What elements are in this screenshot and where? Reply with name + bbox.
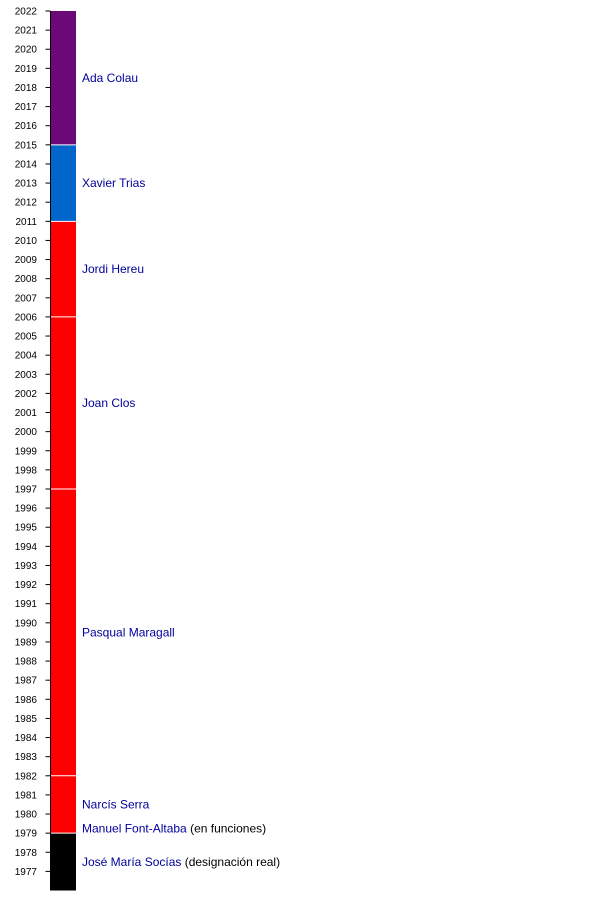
tick-label: 2002 [14, 388, 37, 400]
mayor-note: (designación real) [181, 854, 281, 869]
tick-label: 1989 [14, 637, 37, 649]
tick-label: 1990 [14, 618, 37, 630]
period-bar [51, 145, 76, 221]
tick-label: 2019 [14, 63, 37, 75]
period-bars [51, 11, 76, 891]
tick-label: 1979 [14, 828, 37, 840]
tick-label: 1982 [14, 771, 37, 783]
period-bar [51, 776, 76, 833]
tick-label: 1985 [14, 713, 37, 725]
tick-label: 1981 [14, 790, 37, 802]
tick-label: 2006 [14, 312, 37, 324]
tick-label: 1978 [14, 847, 37, 859]
tick-label: 1997 [14, 484, 37, 496]
tick-label: 2004 [14, 350, 37, 362]
tick-label: 2014 [14, 159, 37, 171]
mayor-labels [82, 71, 280, 869]
mayor-name: Narcís Serra [82, 797, 150, 812]
mayor-label [82, 821, 266, 835]
tick-label: 1980 [14, 809, 37, 821]
tick-label: 1996 [14, 503, 37, 515]
tick-label: 1986 [14, 694, 37, 706]
tick-label: 2021 [14, 25, 37, 37]
tick-label: 1984 [14, 733, 37, 745]
mayor-label [82, 855, 280, 869]
period-bar [51, 11, 76, 145]
tick-label: 1983 [14, 752, 37, 764]
tick-label: 2011 [15, 216, 37, 228]
tick-label: 2001 [14, 408, 37, 420]
tick-label: 2015 [14, 140, 37, 152]
tick-label: 1998 [14, 465, 37, 477]
tick-label: 2016 [14, 121, 37, 133]
mayor-name: Ada Colau [82, 70, 139, 85]
tick-label: 1993 [14, 560, 37, 572]
mayor-label [82, 396, 135, 410]
tick-label: 2013 [14, 178, 37, 190]
period-bar [51, 489, 76, 776]
tick-label: 2007 [14, 293, 37, 305]
tick-label: 2003 [14, 369, 37, 381]
mayor-name: Pasqual Maragall [82, 625, 175, 640]
period-bar [51, 221, 76, 317]
tick-label: 2000 [14, 427, 37, 439]
period-bar [51, 317, 76, 489]
tick-label: 2010 [14, 235, 37, 247]
tick-label: 2018 [14, 82, 37, 94]
mayor-name: Xavier Trias [82, 176, 146, 191]
tick-label: 1987 [14, 675, 37, 687]
period-bar [51, 833, 76, 890]
tick-label: 2008 [14, 274, 37, 286]
tick-label: 1991 [14, 599, 37, 611]
tick-label: 2012 [14, 197, 37, 209]
tick-label: 1992 [14, 580, 37, 592]
tick-label: 2009 [14, 255, 37, 267]
mayor-label [82, 262, 144, 276]
tick-label: 1988 [14, 656, 37, 668]
tick-label: 2022 [14, 6, 37, 18]
tick-label: 1977 [14, 866, 37, 878]
tick-label: 2017 [14, 102, 37, 114]
year-axis [15, 7, 51, 891]
mayor-name: Manuel Font-Altaba [82, 821, 187, 836]
mayor-name: Jordi Hereu [82, 262, 145, 277]
tick-label: 1994 [14, 541, 37, 553]
tick-label: 2020 [14, 44, 37, 56]
mayor-name: Joan Clos [82, 395, 136, 410]
tick-label: 2005 [14, 331, 37, 343]
mayor-name: José María Socías [82, 854, 182, 869]
mayor-note: (en funciones) [186, 821, 267, 836]
mayor-label [82, 176, 145, 190]
mayor-label [82, 625, 175, 639]
mayor-label [82, 71, 138, 85]
tick-label: 1995 [14, 522, 37, 534]
tick-label: 1999 [14, 446, 37, 458]
mayor-label [82, 797, 150, 811]
